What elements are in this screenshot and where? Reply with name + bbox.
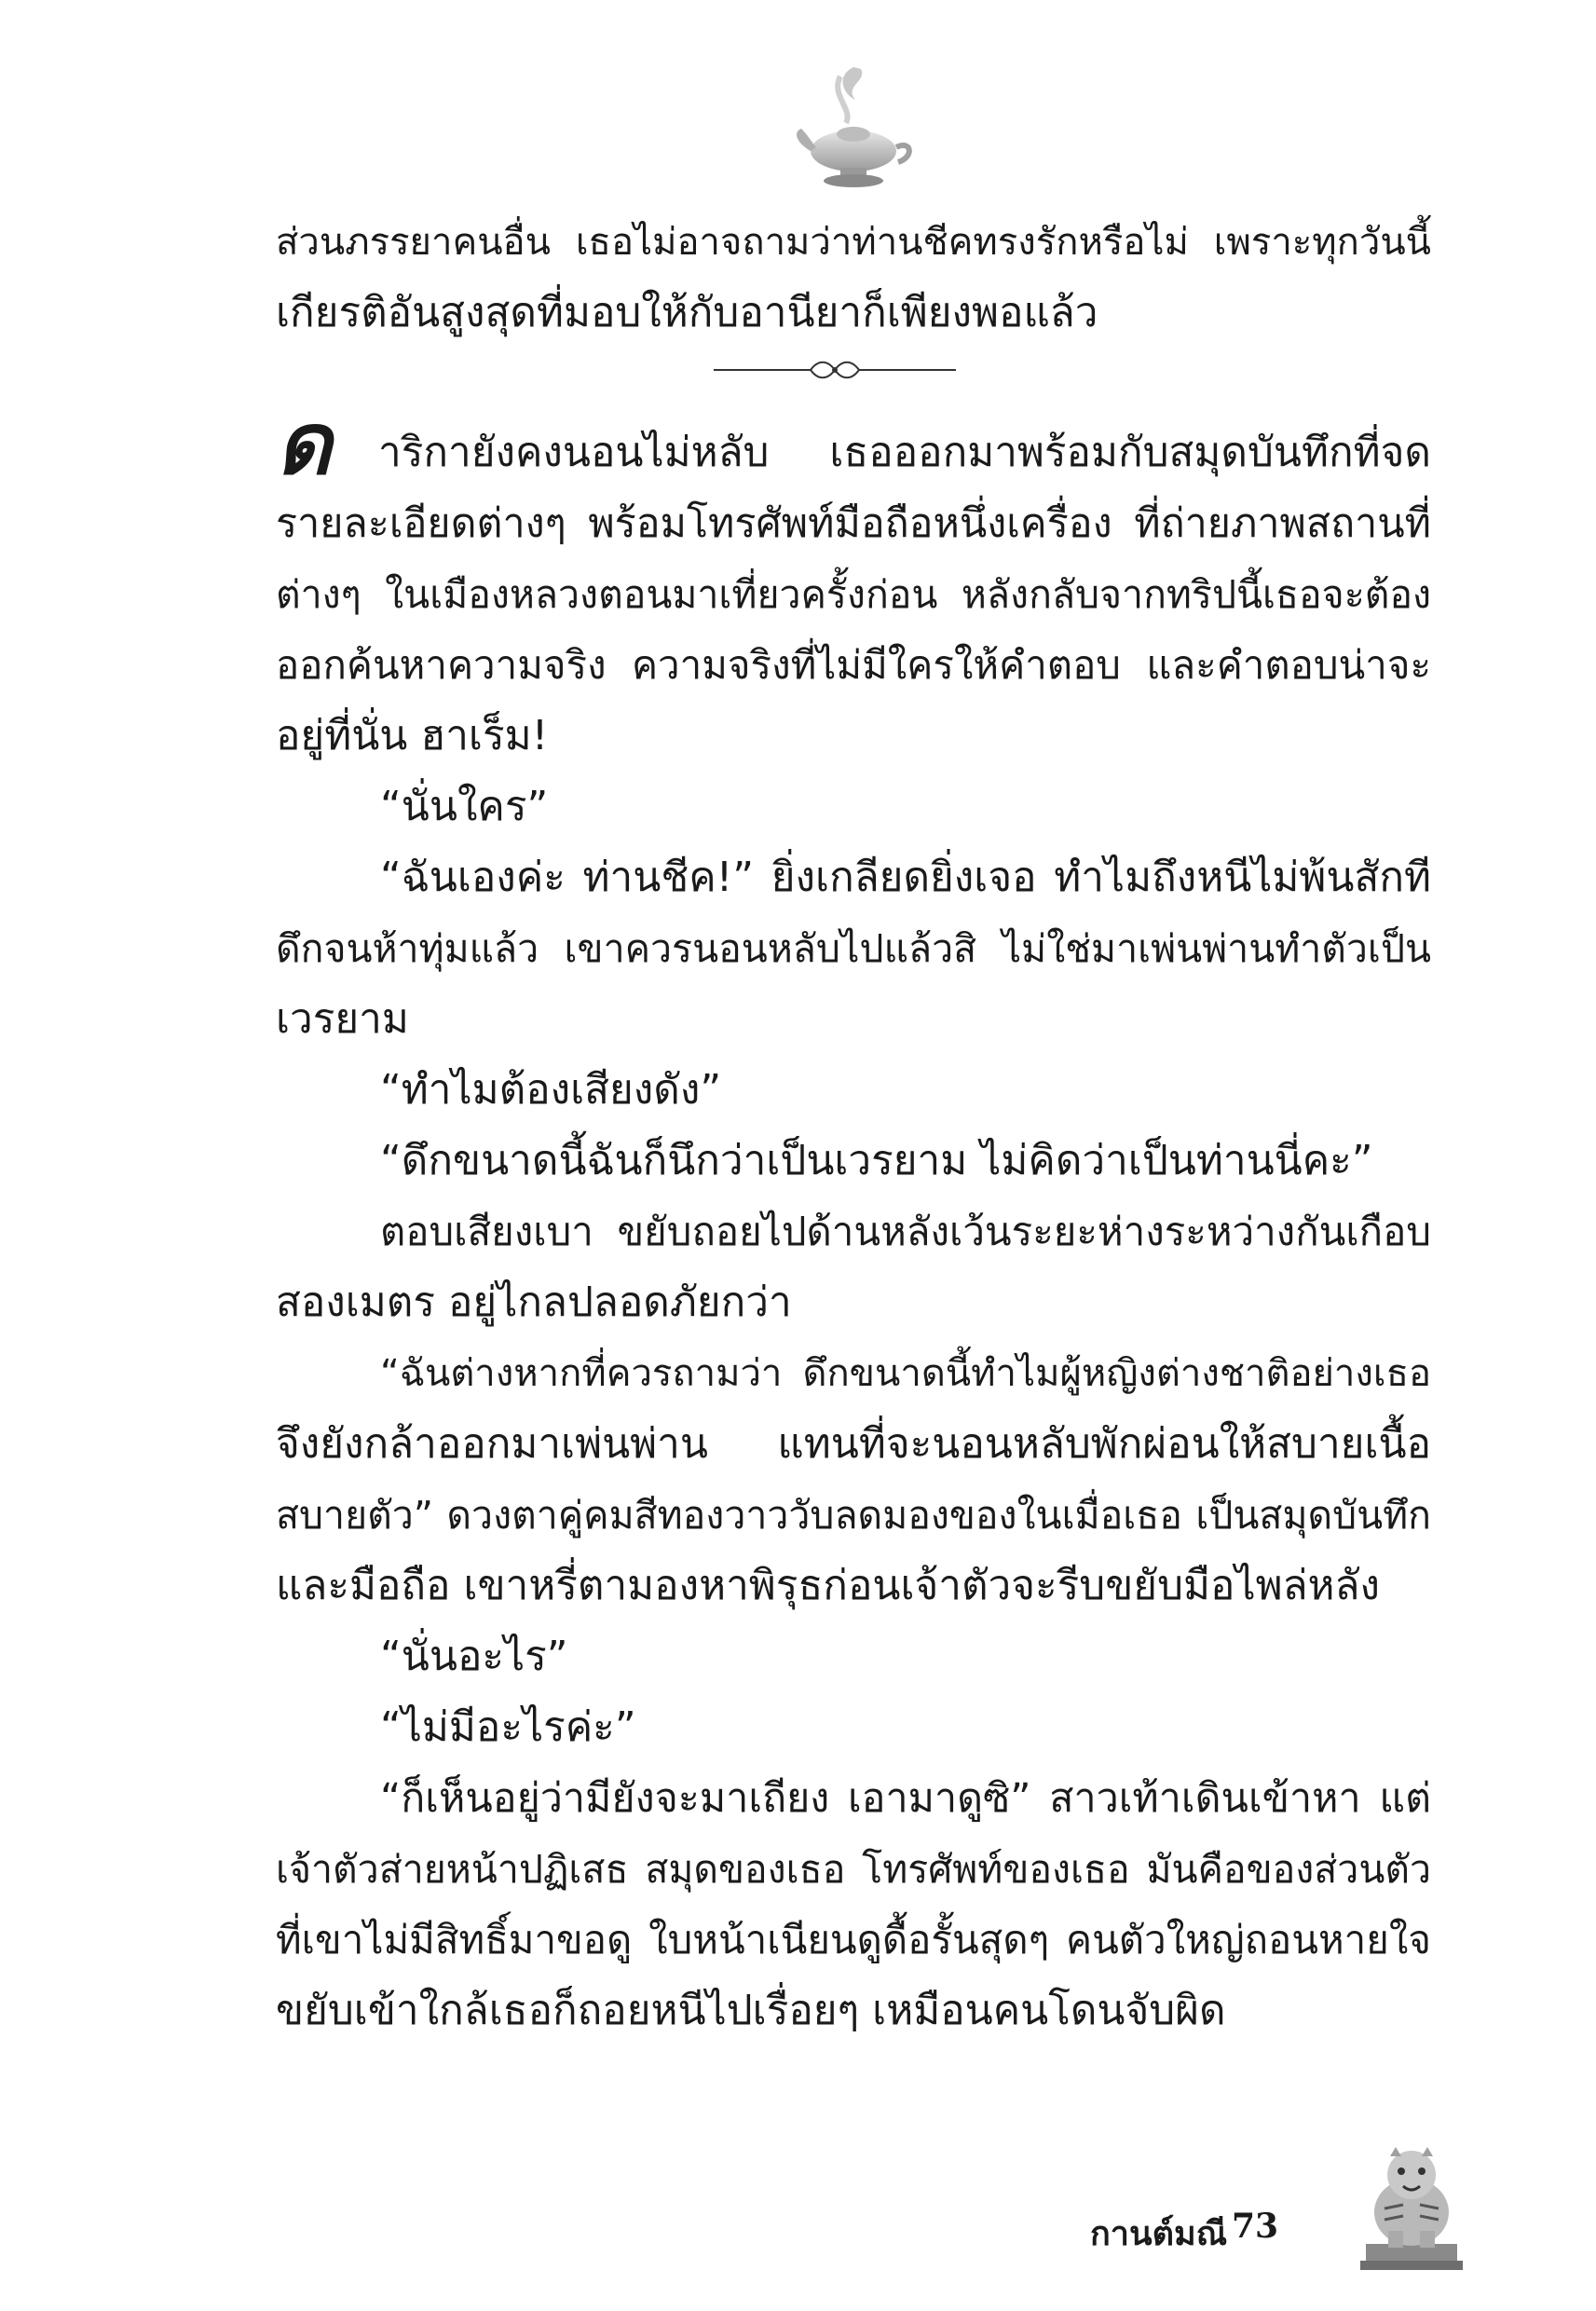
line-text: ต่างๆ ในเมืองหลวงตอนมาเที่ยวครั้งก่อน หลังกลับจากทริปนี้เธอจะต้อง: [276, 572, 1431, 617]
line-text: ออกค้นหาความจริง ความจริงที่ไม่มีใครให้คำตอบ และคำตอบน่าจะ: [276, 642, 1431, 688]
line-text: “นั่นอะไร”: [380, 1633, 568, 1680]
top-paragraph: [276, 207, 1431, 349]
tiger-emblem-icon: [1357, 2134, 1466, 2274]
line-text: “นั่นใคร”: [380, 783, 549, 830]
text-line: [276, 488, 1431, 559]
flourish-divider-icon: [714, 356, 956, 384]
line-text: “ทำไมต้องเสียงดัง”: [380, 1066, 722, 1114]
text-line: [276, 1551, 1431, 1621]
text-line: [276, 1055, 1431, 1126]
text-line: เกียรติอันสูงสุดที่มอบให้กับอานียาก็เพียงพอแล้ว: [276, 289, 1098, 336]
line-text: “ฉันต่างหากที่ควรถามว่า ดึกขนาดนี้ทำไมผู้หญิงต่างชาติอย่างเธอ: [380, 1352, 1431, 1395]
line-text: จึงยังกล้าออกมาเพ่นพ่าน แทนที่จะนอนหลับพักผ่อนให้สบายเนื้อ: [276, 1420, 1431, 1468]
text-line: [276, 1905, 1431, 1976]
text-line: [276, 913, 1431, 984]
line-text: “ไม่มีอะไรค่ะ”: [380, 1703, 636, 1751]
line-text: เจ้าตัวส่ายหน้าปฏิเสธ สมุดของเธอ โทรศัพท์ของเธอ มันคือของส่วนตัว: [276, 1847, 1431, 1892]
line-text: สบายตัว” ดวงตาคู่คมสีทองวาววับลดมองของในเมื่อเธอ เป็นสมุดบันทึก: [276, 1493, 1431, 1538]
text-line: [276, 1409, 1431, 1480]
footer-author: กานต์มณี: [1090, 2214, 1228, 2253]
line-text: ตอบเสียงเบา ขยับถอยไปด้านหลังเว้นระยะห่างระหว่างกันเกือบ: [380, 1209, 1431, 1254]
line-text: “ดึกขนาดนี้ฉันก็นึกว่าเป็นเวรยาม ไม่คิดว่าเป็นท่านนี่คะ”: [380, 1137, 1373, 1184]
line-text: ดึกจนห้าทุ่มแล้ว เขาควรนอนหลับไปแล้วสิ ไม่ใช่มาเพ่นพ่านทำตัวเป็น: [276, 926, 1431, 971]
line-text: และมือถือ เขาหรี่ตามองหาพิรุธก่อนเจ้าตัวจะรีบขยับมือไพล่หลัง: [276, 1562, 1380, 1609]
line-text: าริกายังคงนอนไม่หลับ เธอออกมาพร้อมกับสมุดบันทึกที่จด: [378, 429, 1431, 476]
text-line: [276, 1976, 1431, 2046]
line-text: อยู่ที่นั่น ฮาเร็ม!: [276, 712, 549, 759]
text-line: [276, 630, 1431, 701]
text-line: [276, 1763, 1431, 1834]
text-line: [276, 559, 1431, 630]
text-line: [276, 1267, 1431, 1338]
line-text: “ก็เห็นอยู่ว่ามียังจะมาเถียง เอามาดูซิ” สาวเท้าเดินเข้าหา แต่: [380, 1775, 1431, 1822]
magic-lamp-icon: [788, 58, 919, 198]
text-line: [276, 1338, 1431, 1409]
text-line: [276, 701, 1431, 772]
text-line: [276, 1126, 1431, 1197]
line-text: ที่เขาไม่มีสิทธิ์มาขอดู ใบหน้าเนียนดูดื้อรั้นสุดๆ คนตัวใหญ่ถอนหายใจ: [276, 1917, 1431, 1962]
main-text: [276, 393, 1431, 2046]
text-line: [276, 393, 1431, 494]
text-line: [276, 1480, 1431, 1551]
line-text: เวรยาม: [276, 995, 409, 1043]
text-line: [276, 1834, 1431, 1905]
text-line: [276, 772, 1431, 842]
line-text: “ฉันเองค่ะ ท่านชีค!” ยิ่งเกลียดยิ่งเจอ ทำไมถึงหนีไม่พ้นสักที: [380, 854, 1431, 901]
text-line: [276, 1692, 1431, 1763]
line-text: สองเมตร อยู่ไกลปลอดภัยกว่า: [276, 1279, 792, 1326]
text-line: [276, 1621, 1431, 1692]
text-line: [276, 1197, 1431, 1267]
drop-cap: ด: [276, 393, 332, 494]
line-text: ขยับเข้าใกล้เธอก็ถอยหนีไปเรื่อยๆ เหมือนคนโดนจับผิด: [276, 1987, 1226, 2034]
text-line: ส่วนภรรยาคนอื่น เธอไม่อาจถามว่าท่านชีคทรงรักหรือไม่ เพราะทุกวันนี้: [276, 221, 1431, 264]
text-line: [276, 842, 1431, 913]
page-number: 73: [1232, 2207, 1279, 2246]
line-text: รายละเอียดต่างๆ พร้อมโทรศัพท์มือถือหนึ่งเครื่อง ที่ถ่ายภาพสถานที่: [276, 500, 1431, 547]
text-line: [276, 984, 1431, 1055]
